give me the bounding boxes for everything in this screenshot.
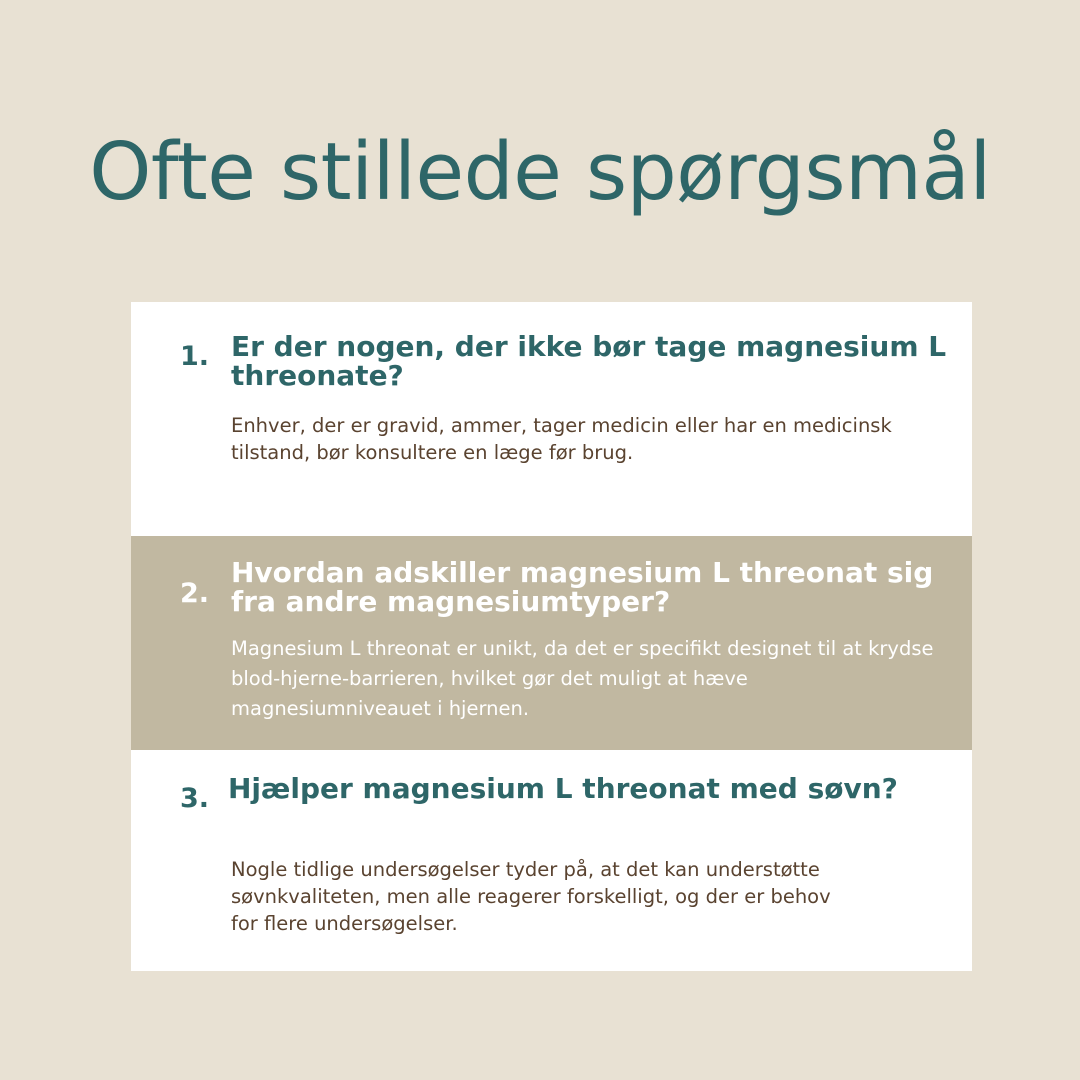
faq-item-2: [131, 536, 972, 750]
faq-answer: Magnesium L threonat er unikt, da det er specifikt designet til at krydse blod-hjerne-barrieren, hvilket gør det muligt at hæve magnesiumniveauet i hjernen.: [231, 637, 934, 720]
faq-item-1: [131, 302, 972, 536]
faq-number: 2.: [180, 578, 210, 609]
faq-number: 1.: [180, 341, 210, 372]
faq-question: Er der nogen, der ikke bør tage magnesium L threonate?: [231, 330, 947, 392]
faq-question: Hjælper magnesium L threonat med søvn?: [228, 772, 898, 805]
page-title: Ofte stillede spørgsmål: [89, 126, 991, 218]
faq-question: Hvordan adskiller magnesium L threonat sig fra andre magnesiumtyper?: [231, 556, 934, 618]
faq-answer: Nogle tidlige undersøgelser tyder på, at det kan understøtte søvnkvaliteten, men alle reagerer forskelligt, og der er behov for flere undersøgelser.: [231, 858, 831, 935]
faq-card: [131, 302, 972, 971]
faq-number: 3.: [180, 783, 210, 814]
faq-answer: Enhver, der er gravid, ammer, tager medicin eller har en medicinsk tilstand, bør konsultere en læge før brug.: [231, 414, 892, 464]
faq-item-3: [131, 750, 972, 971]
